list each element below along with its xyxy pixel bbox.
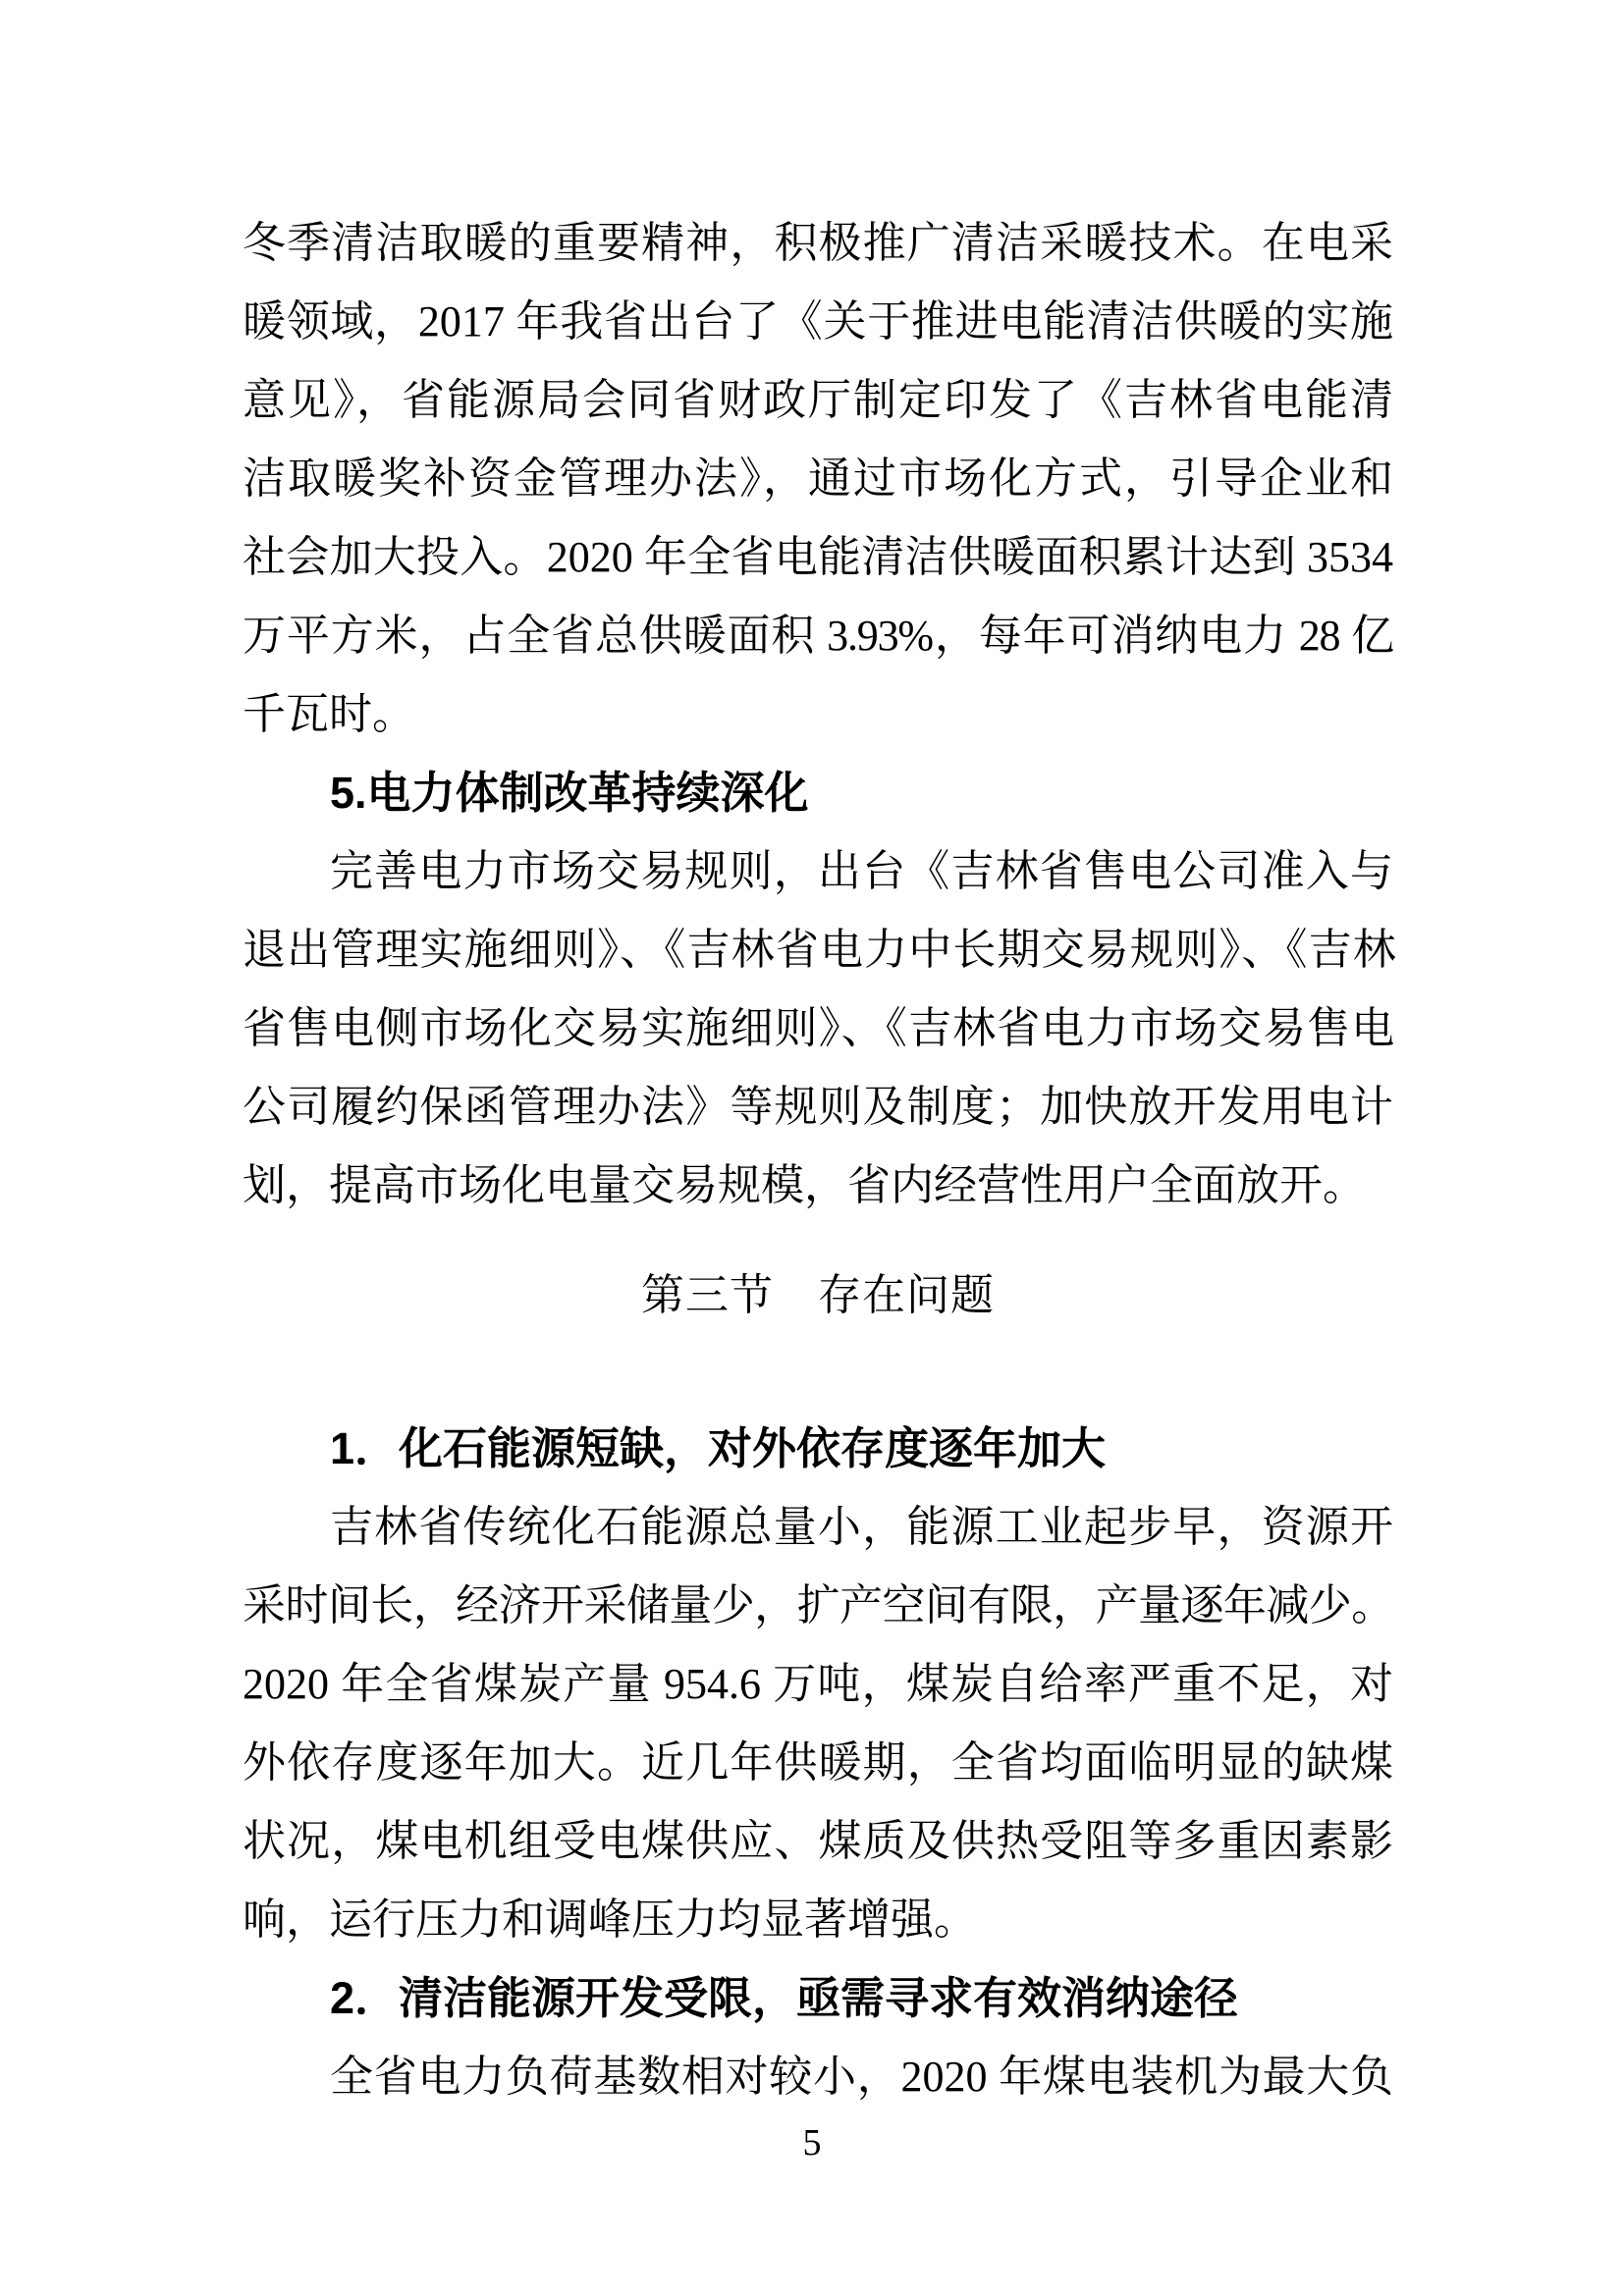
body-line: 退出管理实施细则》、《吉林省电力中长期交易规则》、《吉林: [243, 926, 1393, 974]
body-line: 暖领域，2017 年我省出台了《关于推进电能清洁供暖的实施: [243, 297, 1393, 346]
body-line: 洁取暖奖补资金管理办法》，通过市场化方式，引导企业和: [243, 454, 1393, 503]
body-line: 响，运行压力和调峰压力均显著增强。: [243, 1896, 977, 1944]
body-line: 公司履约保函管理办法》等规则及制度；加快放开发用电计: [243, 1083, 1393, 1131]
body-line: 划，提高市场化电量交易规模，省内经营性用户全面放开。: [243, 1161, 1366, 1209]
document-body: [243, 204, 1393, 2116]
body-line: 状况，煤电机组受电煤供应、煤质及供热受阻等多重因素影: [243, 1817, 1393, 1865]
body-line: 千瓦时。: [243, 690, 415, 738]
body-line: 完善电力市场交易规则，出台《吉林省售电公司准入与: [330, 847, 1393, 895]
body-line: 吉林省传统化石能源总量小，能源工业起步早，资源开: [330, 1503, 1393, 1551]
subsection-heading-5: 5.电力体制改革持续深化: [330, 768, 809, 818]
subsection-heading-1: 1．化石能源短缺，对外依存度逐年加大: [330, 1423, 1107, 1473]
body-line: 社会加大投入。2020 年全省电能清洁供暖面积累计达到 3534: [243, 533, 1393, 581]
body-line: 采时间长，经济开采储量少，扩产空间有限，产量逐年减少。: [243, 1581, 1393, 1629]
section-heading: 第三节 存在问题: [641, 1271, 995, 1319]
body-line: 2020 年全省煤炭产量 954.6 万吨，煤炭自给率严重不足，对: [243, 1660, 1393, 1708]
body-line: 冬季清洁取暖的重要精神，积极推广清洁采暖技术。在电采: [243, 219, 1393, 267]
subsection-heading-2: 2．清洁能源开发受限，亟需寻求有效消纳途径: [330, 1973, 1239, 2023]
body-line: 外依存度逐年加大。近几年供暖期，全省均面临明显的缺煤: [243, 1738, 1393, 1787]
body-line: 万平方米，占全省总供暖面积 3.93%，每年可消纳电力 28 亿: [243, 612, 1393, 660]
body-line: 意见》，省能源局会同省财政厅制定印发了《吉林省电能清: [243, 376, 1393, 424]
body-line: 全省电力负荷基数相对较小，2020 年煤电装机为最大负: [330, 2053, 1393, 2101]
body-line: 省售电侧市场化交易实施细则》、《吉林省电力市场交易售电: [243, 1004, 1393, 1052]
page-number: 5: [802, 2122, 822, 2163]
